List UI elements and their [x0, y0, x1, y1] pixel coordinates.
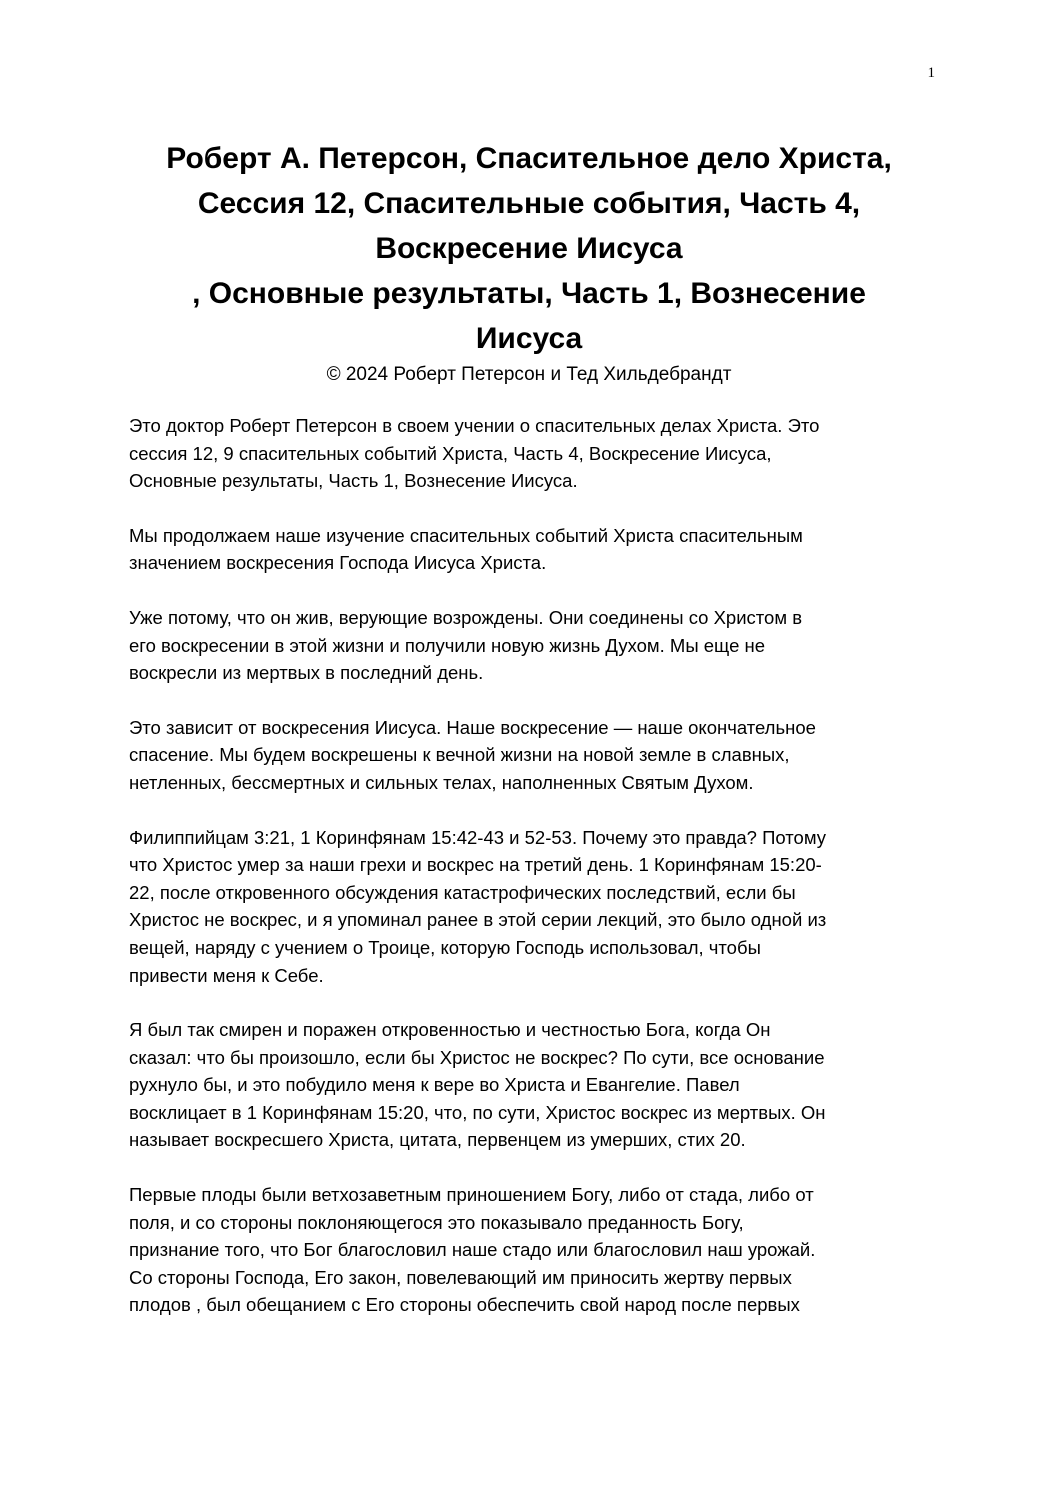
- page-number: 1: [927, 65, 935, 81]
- text-line: признание того, что Бог благословил наше стадо или благословил наш урожай.: [129, 1239, 816, 1261]
- text-line: 22, после откровенного обсуждения катастрофических последствий, если бы: [129, 881, 796, 903]
- copyright-notice: © 2024 Роберт Петерсон и Тед Хильдебрандт: [326, 364, 732, 385]
- title-block: [100, 136, 958, 387]
- text-line: привести меня к Себе.: [129, 964, 324, 986]
- paragraph: [129, 604, 929, 687]
- text-line: сессия 12, 9 спасительных событий Христа, Часть 4, Воскресение Иисуса,: [129, 442, 772, 464]
- text-line: воскресли из мертвых в последний день.: [129, 662, 484, 684]
- title-line: Воскресение Иисуса: [375, 232, 683, 265]
- paragraph: [129, 824, 929, 990]
- text-line: Первые плоды были ветхозаветным приношением Богу, либо от стада, либо от: [129, 1184, 814, 1206]
- text-line: Мы продолжаем наше изучение спасительных событий Христа спасительным: [129, 524, 803, 546]
- text-line: его воскресении в этой жизни и получили новую жизнь Духом. Мы еще не: [129, 634, 766, 656]
- text-line: сказал: что бы произошло, если бы Христос не воскрес? По сути, все основание: [129, 1046, 825, 1068]
- text-line: Христос не воскрес, и я упоминал ранее в этой серии лекций, это было одной из: [129, 909, 827, 931]
- text-line: Со стороны Господа, Его закон, повелевающий им приносить жертву первых: [129, 1266, 792, 1288]
- text-line: Это доктор Роберт Петерсон в своем учении о спасительных делах Христа. Это: [129, 415, 820, 436]
- text-line: называет воскресшего Христа, цитата, первенцем из умерших, стих 20.: [129, 1129, 746, 1151]
- text-line: вещей, наряду с учением о Троице, которую Господь использовал, чтобы: [129, 936, 761, 958]
- text-line: значением воскресения Господа Иисуса Христа.: [129, 552, 547, 574]
- paragraph: [129, 412, 929, 495]
- text-line: Я был так смирен и поражен откровенностью и честностью Бога, когда Он: [129, 1019, 771, 1041]
- text-line: плодов , был обещанием с Его стороны обеспечить свой народ после первых: [129, 1294, 800, 1316]
- title-line: , Основные результаты, Часть 1, Вознесение: [192, 277, 866, 310]
- text-line: Основные результаты, Часть 1, Вознесение Иисуса.: [129, 470, 578, 492]
- paragraph: [129, 522, 929, 577]
- title-line: Сессия 12, Спасительные события, Часть 4,: [197, 187, 861, 220]
- paragraph: [129, 1181, 929, 1319]
- paragraph: [129, 714, 929, 797]
- text-line: нетленных, бессмертных и сильных телах, наполненных Святым Духом.: [129, 771, 754, 793]
- title-line: Иисуса: [475, 322, 583, 355]
- text-line: Филиппийцам 3:21, 1 Коринфянам 15:42-43 и 52-53. Почему это правда? Потому: [129, 826, 827, 848]
- title-line: Роберт А. Петерсон, Спасительное дело Христа,: [166, 142, 892, 175]
- text-line: Уже потому, что он жив, верующие возрождены. Они соединены со Христом в: [129, 606, 803, 628]
- text-line: рухнуло бы, и это побудило меня к вере во Христа и Евангелие. Павел: [129, 1074, 740, 1096]
- paragraph: [129, 1016, 929, 1154]
- text-line: восклицает в 1 Коринфянам 15:20, что, по сути, Христос воскрес из мертвых. Он: [129, 1101, 826, 1123]
- text-line: что Христос умер за наши грехи и воскрес на третий день. 1 Коринфянам 15:20-: [129, 854, 822, 876]
- text-line: спасение. Мы будем воскрешены к вечной жизни на новой земле в славных,: [129, 744, 790, 766]
- body-text: [129, 412, 929, 1346]
- text-line: Это зависит от воскресения Иисуса. Наше воскресение — наше окончательное: [129, 716, 816, 738]
- text-line: поля, и со стороны поклоняющегося это показывало преданность Богу,: [129, 1211, 744, 1233]
